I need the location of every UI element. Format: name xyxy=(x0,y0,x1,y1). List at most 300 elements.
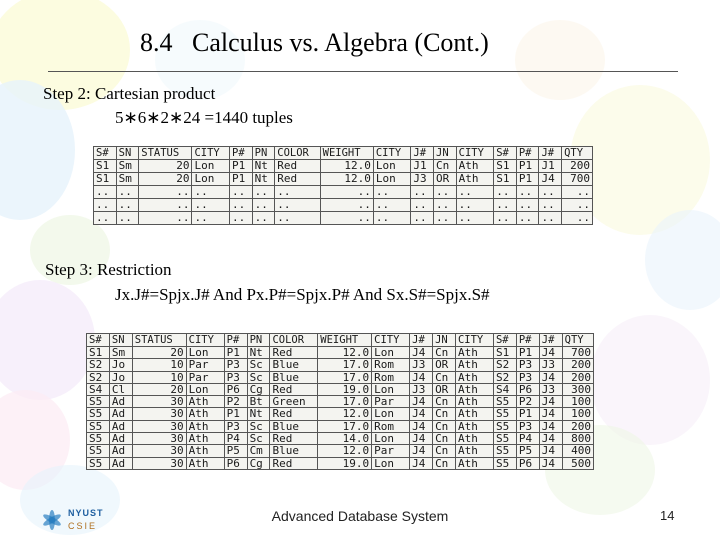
table-cell: S1 xyxy=(94,160,117,173)
table-cell: Ad xyxy=(109,408,132,420)
table-cell: .. xyxy=(562,212,593,225)
table-cell: Sm xyxy=(116,173,139,186)
table-cell: Ath xyxy=(455,408,493,420)
table-cell: J3 xyxy=(411,173,434,186)
table-cell: Ad xyxy=(109,445,132,457)
column-header: WEIGHT xyxy=(318,334,372,347)
table-cell: Lon xyxy=(372,408,410,420)
table-cell: .. xyxy=(192,199,230,212)
table-cell: .. xyxy=(494,212,517,225)
table-row xyxy=(87,359,594,371)
column-header: CITY xyxy=(456,147,494,160)
table-cell: .. xyxy=(275,186,320,199)
table-cell: P1 xyxy=(516,347,539,359)
table-cell: Ath xyxy=(186,420,224,432)
table-cell: 700 xyxy=(562,347,593,359)
table-row xyxy=(94,160,593,173)
slide-title: 8.4 Calculus vs. Algebra (Cont.) xyxy=(140,28,489,57)
table-cell: .. xyxy=(230,199,253,212)
table-cell: J1 xyxy=(411,160,434,173)
table-cell: Ath xyxy=(455,396,493,408)
table-cell: J4 xyxy=(410,433,433,445)
table-cell: .. xyxy=(94,212,117,225)
column-header: J# xyxy=(411,147,434,160)
table-cell: 30 xyxy=(132,445,186,457)
table-cell: P1 xyxy=(230,173,253,186)
column-header: P# xyxy=(516,334,539,347)
table-cell: 30 xyxy=(132,408,186,420)
column-header: SN xyxy=(116,147,139,160)
table-cell: Cn xyxy=(433,396,456,408)
table-cell: P1 xyxy=(230,160,253,173)
table-cell: Lon xyxy=(372,347,410,359)
table-cell: 300 xyxy=(562,383,593,395)
column-header: PN xyxy=(252,147,275,160)
table-cell: Lon xyxy=(192,160,230,173)
table-cell: J4 xyxy=(539,371,562,383)
column-header: COLOR xyxy=(270,334,318,347)
step2-formula: 5∗6∗2∗24 =1440 tuples xyxy=(115,108,293,127)
table-cell: S5 xyxy=(87,408,110,420)
table-cell: P3 xyxy=(224,359,247,371)
column-header: P# xyxy=(224,334,247,347)
table-cell: Lon xyxy=(372,383,410,395)
column-header: CITY xyxy=(186,334,224,347)
table-cell: .. xyxy=(539,186,562,199)
table-cell: .. xyxy=(494,199,517,212)
table-cell: Jo xyxy=(109,359,132,371)
table-cell: S5 xyxy=(87,457,110,469)
table-row xyxy=(94,212,593,225)
table-cell: P3 xyxy=(516,359,539,371)
table-cell: S5 xyxy=(87,420,110,432)
table-cell: 19.0 xyxy=(318,457,372,469)
table-cell: .. xyxy=(539,199,562,212)
table-cell: J3 xyxy=(410,359,433,371)
table-cell: J4 xyxy=(410,371,433,383)
table-cell: J4 xyxy=(410,457,433,469)
table-cell: .. xyxy=(516,212,539,225)
column-header: J# xyxy=(410,334,433,347)
table-row xyxy=(94,199,593,212)
table-cell: Lon xyxy=(373,160,411,173)
table-cell: S4 xyxy=(87,383,110,395)
table-cell: Ath xyxy=(186,396,224,408)
table-cell: Lon xyxy=(186,347,224,359)
table-cell: Blue xyxy=(270,420,318,432)
table-cell: Red xyxy=(270,408,318,420)
table-cell: Lon xyxy=(372,433,410,445)
column-header: CITY xyxy=(372,334,410,347)
table-cell: Cn xyxy=(433,420,456,432)
table-cell: .. xyxy=(275,199,320,212)
table-cell: P3 xyxy=(224,420,247,432)
column-header: COLOR xyxy=(275,147,320,160)
table-cell: J4 xyxy=(539,408,562,420)
table-cell: .. xyxy=(516,186,539,199)
table-cell: Jo xyxy=(109,371,132,383)
column-header: JN xyxy=(433,334,456,347)
table-cell: P3 xyxy=(516,420,539,432)
column-header: S# xyxy=(94,147,117,160)
table-cell: .. xyxy=(411,212,434,225)
table-cell: Ath xyxy=(186,433,224,445)
logo-text-csie: CSIE xyxy=(68,521,98,531)
table-cell: 20 xyxy=(139,173,192,186)
table-cell: Cn xyxy=(433,433,456,445)
table-cell: .. xyxy=(320,199,373,212)
table-cell: 12.0 xyxy=(318,347,372,359)
table-cell: .. xyxy=(192,212,230,225)
table-cell: Sc xyxy=(247,420,270,432)
column-header: STATUS xyxy=(139,147,192,160)
table-row xyxy=(87,457,594,469)
table-row xyxy=(94,186,593,199)
table-cell: .. xyxy=(562,186,593,199)
table-cell: Sc xyxy=(247,359,270,371)
table-cell: P2 xyxy=(224,396,247,408)
column-header: WEIGHT xyxy=(320,147,373,160)
table-cell: 10 xyxy=(132,371,186,383)
table-cell: 19.0 xyxy=(318,383,372,395)
restriction-table xyxy=(86,333,594,470)
table-cell: J3 xyxy=(410,383,433,395)
table-cell: 100 xyxy=(562,408,593,420)
table-cell: Sc xyxy=(247,433,270,445)
table-cell: .. xyxy=(434,186,457,199)
table-cell: P5 xyxy=(516,445,539,457)
table-cell: J4 xyxy=(539,420,562,432)
table-cell: .. xyxy=(94,186,117,199)
table-cell: OR xyxy=(434,173,457,186)
table-cell: Cn xyxy=(433,371,456,383)
table-cell: S2 xyxy=(87,359,110,371)
table-row xyxy=(87,396,594,408)
table-cell: 12.0 xyxy=(320,160,373,173)
table-cell: 17.0 xyxy=(318,420,372,432)
column-header: J# xyxy=(539,334,562,347)
table-cell: .. xyxy=(411,199,434,212)
table-cell: J4 xyxy=(410,420,433,432)
column-header: JN xyxy=(434,147,457,160)
table-cell: .. xyxy=(516,199,539,212)
table-cell: P5 xyxy=(224,445,247,457)
table-cell: 500 xyxy=(562,457,593,469)
table-cell: .. xyxy=(562,199,593,212)
table-cell: Ath xyxy=(456,160,494,173)
column-header: S# xyxy=(87,334,110,347)
table-cell: 12.0 xyxy=(318,408,372,420)
step3-formula: Jx.J#=Spjx.J# And Px.P#=Spjx.P# And Sx.S#=Spjx.S# xyxy=(115,285,490,304)
table-cell: Par xyxy=(372,396,410,408)
table-cell: P1 xyxy=(516,173,539,186)
table-cell: J4 xyxy=(410,347,433,359)
table-cell: P1 xyxy=(516,160,539,173)
title-divider xyxy=(48,71,678,72)
table-cell: Rom xyxy=(372,420,410,432)
table-cell: 20 xyxy=(132,383,186,395)
table-cell: .. xyxy=(275,212,320,225)
table-cell: J4 xyxy=(410,445,433,457)
table-row xyxy=(87,433,594,445)
table-cell: .. xyxy=(116,212,139,225)
table-cell: P3 xyxy=(224,371,247,383)
table-cell: 30 xyxy=(132,420,186,432)
table-cell: Ath xyxy=(455,371,493,383)
column-header: J# xyxy=(539,147,562,160)
table-header-row xyxy=(87,334,594,347)
table-cell: Ath xyxy=(455,383,493,395)
column-header: S# xyxy=(494,147,517,160)
table-cell: 200 xyxy=(562,420,593,432)
table-cell: .. xyxy=(539,212,562,225)
column-header: QTY xyxy=(562,147,593,160)
table-cell: Red xyxy=(270,347,318,359)
step2-heading: Step 2: Cartesian product xyxy=(43,84,216,103)
table-cell: 10 xyxy=(132,359,186,371)
column-header: P# xyxy=(516,147,539,160)
table-cell: Cn xyxy=(434,160,457,173)
table-row xyxy=(87,420,594,432)
table-cell: P6 xyxy=(224,457,247,469)
table-cell: Nt xyxy=(252,160,275,173)
table-cell: Rom xyxy=(372,359,410,371)
table-cell: 800 xyxy=(562,433,593,445)
table-cell: J4 xyxy=(539,347,562,359)
table-cell: J4 xyxy=(410,396,433,408)
table-cell: S5 xyxy=(493,420,516,432)
table-cell: Green xyxy=(270,396,318,408)
table-cell: Ath xyxy=(186,457,224,469)
footer-text: Advanced Database System xyxy=(271,508,449,524)
table-cell: Ath xyxy=(455,347,493,359)
table-cell: 100 xyxy=(562,396,593,408)
logo-text-nyust: NYUST xyxy=(68,508,104,518)
table-cell: S2 xyxy=(87,371,110,383)
table-cell: J4 xyxy=(539,457,562,469)
table-cell: P1 xyxy=(516,408,539,420)
table-cell: Red xyxy=(270,433,318,445)
table-cell: J4 xyxy=(410,408,433,420)
table-cell: Sc xyxy=(247,371,270,383)
table-row xyxy=(87,371,594,383)
table-cell: J1 xyxy=(539,160,562,173)
table-row xyxy=(87,347,594,359)
table-row xyxy=(87,383,594,395)
table-cell: Cn xyxy=(433,408,456,420)
table-cell: Ad xyxy=(109,457,132,469)
table-cell: S1 xyxy=(87,347,110,359)
table-cell: .. xyxy=(456,212,494,225)
table-cell: Red xyxy=(270,457,318,469)
table-cell: Nt xyxy=(247,347,270,359)
table-cell: S5 xyxy=(493,433,516,445)
table-cell: Lon xyxy=(372,457,410,469)
table-cell: .. xyxy=(139,186,192,199)
table-cell: Nt xyxy=(252,173,275,186)
table-cell: Par xyxy=(186,359,224,371)
table-cell: 12.0 xyxy=(320,173,373,186)
table-cell: S5 xyxy=(493,457,516,469)
table-cell: 200 xyxy=(562,371,593,383)
table-cell: .. xyxy=(456,186,494,199)
table-cell: Lon xyxy=(192,173,230,186)
table-cell: J4 xyxy=(539,433,562,445)
table-cell: Cn xyxy=(433,445,456,457)
table-cell: 30 xyxy=(132,457,186,469)
table-cell: P1 xyxy=(224,347,247,359)
table-cell: .. xyxy=(373,199,411,212)
table-cell: S5 xyxy=(493,408,516,420)
table-cell: J4 xyxy=(539,396,562,408)
table-cell: Ath xyxy=(455,433,493,445)
table-cell: Ath xyxy=(455,445,493,457)
table-cell: Ad xyxy=(109,396,132,408)
table-cell: .. xyxy=(411,186,434,199)
table-cell: Ath xyxy=(456,173,494,186)
column-header: CITY xyxy=(192,147,230,160)
table-cell: Blue xyxy=(270,445,318,457)
table-cell: P6 xyxy=(516,383,539,395)
table-cell: .. xyxy=(320,186,373,199)
table-cell: .. xyxy=(252,199,275,212)
table-cell: 400 xyxy=(562,445,593,457)
table-cell: J3 xyxy=(539,359,562,371)
table-cell: S1 xyxy=(494,173,517,186)
table-cell: S5 xyxy=(493,445,516,457)
cartesian-product-table xyxy=(93,146,593,225)
table-cell: Ath xyxy=(186,445,224,457)
table-cell: P2 xyxy=(516,396,539,408)
table-cell: Cn xyxy=(433,457,456,469)
table-cell: 12.0 xyxy=(318,445,372,457)
table-cell: Blue xyxy=(270,359,318,371)
table-cell: P6 xyxy=(516,457,539,469)
table-cell: S4 xyxy=(493,383,516,395)
table-cell: Par xyxy=(186,371,224,383)
table-cell: Bt xyxy=(247,396,270,408)
table-cell: S2 xyxy=(493,371,516,383)
table-cell: Ath xyxy=(455,420,493,432)
column-header: CITY xyxy=(373,147,411,160)
table-cell: 20 xyxy=(139,160,192,173)
table-cell: Sm xyxy=(109,347,132,359)
table-cell: S5 xyxy=(87,396,110,408)
table-cell: P4 xyxy=(516,433,539,445)
table-cell: .. xyxy=(192,186,230,199)
table-cell: 30 xyxy=(132,396,186,408)
table-cell: Cm xyxy=(247,445,270,457)
table-cell: S1 xyxy=(493,347,516,359)
table-cell: J3 xyxy=(539,383,562,395)
table-cell: Red xyxy=(275,160,320,173)
table-cell: Cg xyxy=(247,383,270,395)
table-cell: Red xyxy=(275,173,320,186)
table-row xyxy=(87,408,594,420)
table-cell: Red xyxy=(270,383,318,395)
table-cell: J4 xyxy=(539,445,562,457)
table-cell: .. xyxy=(252,212,275,225)
table-cell: Rom xyxy=(372,371,410,383)
table-cell: .. xyxy=(434,199,457,212)
table-cell: Ad xyxy=(109,420,132,432)
table-cell: OR xyxy=(433,359,456,371)
table-cell: .. xyxy=(320,212,373,225)
column-header: SN xyxy=(109,334,132,347)
table-cell: Lon xyxy=(186,383,224,395)
table-cell: .. xyxy=(373,186,411,199)
table-cell: S2 xyxy=(493,359,516,371)
table-cell: OR xyxy=(433,383,456,395)
table-cell: 14.0 xyxy=(318,433,372,445)
table-cell: Ath xyxy=(186,408,224,420)
table-cell: 30 xyxy=(132,433,186,445)
table-cell: 17.0 xyxy=(318,371,372,383)
table-cell: .. xyxy=(230,186,253,199)
table-cell: P1 xyxy=(224,408,247,420)
table-cell: Ad xyxy=(109,433,132,445)
table-cell: .. xyxy=(434,212,457,225)
column-header: QTY xyxy=(562,334,593,347)
table-cell: .. xyxy=(494,186,517,199)
column-header: STATUS xyxy=(132,334,186,347)
table-cell: Ath xyxy=(455,359,493,371)
table-cell: Lon xyxy=(373,173,411,186)
table-cell: 20 xyxy=(132,347,186,359)
table-cell: Sm xyxy=(116,160,139,173)
table-cell: .. xyxy=(252,186,275,199)
table-cell: P4 xyxy=(224,433,247,445)
table-cell: .. xyxy=(116,199,139,212)
table-row xyxy=(87,445,594,457)
table-cell: Nt xyxy=(247,408,270,420)
table-header-row xyxy=(94,147,593,160)
table-cell: P6 xyxy=(224,383,247,395)
table-cell: 200 xyxy=(562,160,593,173)
table-cell: 200 xyxy=(562,359,593,371)
table-cell: J4 xyxy=(539,173,562,186)
table-cell: .. xyxy=(139,199,192,212)
table-cell: S5 xyxy=(87,433,110,445)
table-cell: Cn xyxy=(433,347,456,359)
table-cell: .. xyxy=(116,186,139,199)
table-cell: 17.0 xyxy=(318,359,372,371)
table-row xyxy=(94,173,593,186)
table-cell: .. xyxy=(94,199,117,212)
column-header: S# xyxy=(493,334,516,347)
page-number: 14 xyxy=(660,508,675,523)
column-header: CITY xyxy=(455,334,493,347)
table-cell: Par xyxy=(372,445,410,457)
table-cell: 17.0 xyxy=(318,396,372,408)
step3-heading: Step 3: Restriction xyxy=(45,260,172,279)
table-cell: Blue xyxy=(270,371,318,383)
column-header: PN xyxy=(247,334,270,347)
column-header: P# xyxy=(230,147,253,160)
table-cell: S1 xyxy=(94,173,117,186)
table-cell: .. xyxy=(139,212,192,225)
table-cell: S5 xyxy=(87,445,110,457)
table-cell: .. xyxy=(230,212,253,225)
table-cell: P3 xyxy=(516,371,539,383)
table-cell: 700 xyxy=(562,173,593,186)
table-cell: S5 xyxy=(493,396,516,408)
table-cell: Cg xyxy=(247,457,270,469)
table-cell: S1 xyxy=(494,160,517,173)
table-cell: Ath xyxy=(455,457,493,469)
table-cell: .. xyxy=(373,212,411,225)
table-cell: Cl xyxy=(109,383,132,395)
